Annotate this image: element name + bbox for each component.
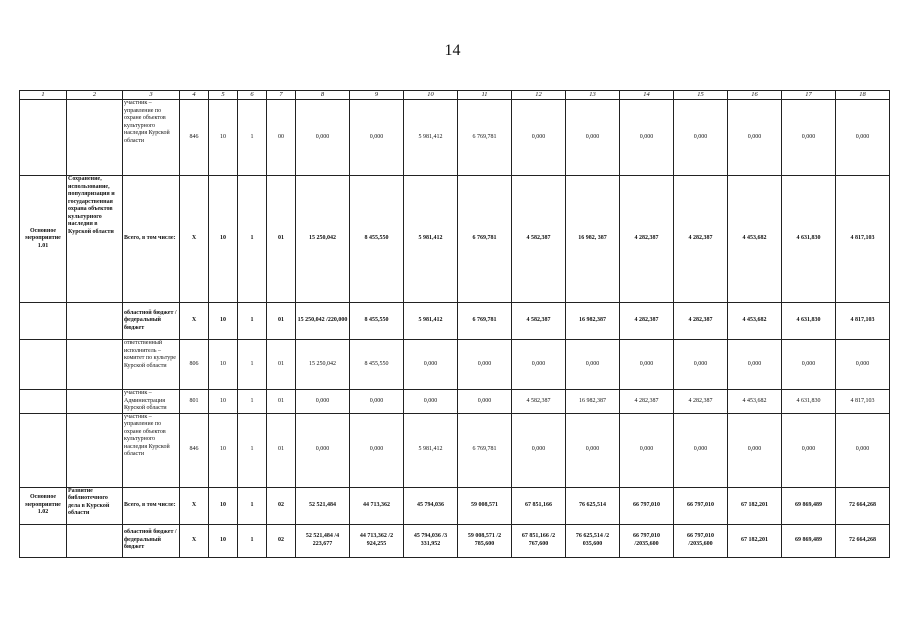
table-cell: 0,000 xyxy=(674,340,728,390)
budget-table xyxy=(19,90,890,558)
table-cell: 16 982,387 xyxy=(566,303,620,340)
table-cell: 69 869,489 xyxy=(782,487,836,524)
header-cell: 1 xyxy=(20,91,67,100)
header-cell: 14 xyxy=(620,91,674,100)
table-cell: 4 282,387 xyxy=(674,176,728,303)
table-cell: 59 008,571 /2 785,600 xyxy=(458,524,512,557)
header-cell: 16 xyxy=(728,91,782,100)
table-cell: 8 455,550 xyxy=(350,176,404,303)
header-cell: 4 xyxy=(180,91,209,100)
table-cell: 1 xyxy=(238,413,267,487)
table-cell: Х xyxy=(180,176,209,303)
table-cell: 0,000 xyxy=(566,413,620,487)
table-row xyxy=(20,303,890,340)
table-cell: 0,000 xyxy=(836,413,890,487)
table-cell: участник – управление по охране объектов культурного наследия Курской области xyxy=(123,100,180,176)
table-cell: областной бюджет /федеральный бюджет xyxy=(123,524,180,557)
table-cell: 4 282,387 xyxy=(620,390,674,414)
table-cell: 0,000 xyxy=(404,390,458,414)
table-cell: 4 631,830 xyxy=(782,303,836,340)
table-cell xyxy=(20,413,67,487)
table-cell xyxy=(67,340,123,390)
table-cell: 76 625,514 /2 035,600 xyxy=(566,524,620,557)
table-cell xyxy=(67,100,123,176)
table-cell: 1 xyxy=(238,487,267,524)
table-cell xyxy=(20,524,67,557)
table-cell xyxy=(67,413,123,487)
header-cell: 17 xyxy=(782,91,836,100)
table-cell: 4 282,387 xyxy=(674,390,728,414)
table-cell: 4 631,830 xyxy=(782,390,836,414)
table-cell: Основное мероприятие 1.02 xyxy=(20,487,67,524)
header-cell: 9 xyxy=(350,91,404,100)
table-cell: 0,000 xyxy=(350,413,404,487)
table-cell: 67 182,201 xyxy=(728,487,782,524)
table-cell: 44 713,362 /2 924,255 xyxy=(350,524,404,557)
table-cell: 45 794,036 xyxy=(404,487,458,524)
table-cell: 0,000 xyxy=(782,413,836,487)
header-cell: 5 xyxy=(209,91,238,100)
table-cell: 0,000 xyxy=(458,340,512,390)
table-cell: Всего, в том числе: xyxy=(123,487,180,524)
table-cell: 5 981,412 xyxy=(404,303,458,340)
table-cell: 4 453,682 xyxy=(728,390,782,414)
table-cell: 0,000 xyxy=(620,100,674,176)
table-cell: 0,000 xyxy=(458,390,512,414)
table-cell: 02 xyxy=(267,487,296,524)
table-cell: 10 xyxy=(209,100,238,176)
table-row xyxy=(20,487,890,524)
table-cell: 0,000 xyxy=(836,340,890,390)
table-cell: 6 769,781 xyxy=(458,413,512,487)
table-cell: 0,000 xyxy=(782,340,836,390)
table-cell: 4 817,103 xyxy=(836,176,890,303)
table-cell: 0,000 xyxy=(674,100,728,176)
header-cell: 18 xyxy=(836,91,890,100)
table-cell: 8 455,550 xyxy=(350,303,404,340)
table-cell: 01 xyxy=(267,390,296,414)
table-cell: 4 582,387 xyxy=(512,176,566,303)
table-cell: 0,000 xyxy=(620,340,674,390)
table-row xyxy=(20,413,890,487)
table-cell: 66 797,010 xyxy=(620,487,674,524)
table-cell: Основное мероприятие 1.01 xyxy=(20,176,67,303)
table-cell: 0,000 xyxy=(782,100,836,176)
table-cell xyxy=(20,100,67,176)
table-cell: 0,000 xyxy=(836,100,890,176)
table-cell: 15 250,042 xyxy=(296,340,350,390)
table-cell: 8 455,550 xyxy=(350,340,404,390)
table-cell: 4 817,103 xyxy=(836,303,890,340)
table-cell: 6 769,781 xyxy=(458,303,512,340)
table-cell: 10 xyxy=(209,340,238,390)
table-cell: 0,000 xyxy=(296,413,350,487)
table-cell: 10 xyxy=(209,390,238,414)
header-row xyxy=(20,91,890,100)
table-cell: 52 521,484 xyxy=(296,487,350,524)
table-cell: 76 625,514 xyxy=(566,487,620,524)
table-cell: 02 xyxy=(267,524,296,557)
table-cell: 15 250,042 xyxy=(296,176,350,303)
header-cell: 13 xyxy=(566,91,620,100)
table-cell: 4 282,387 xyxy=(674,303,728,340)
table-row xyxy=(20,100,890,176)
table-cell: 66 797,010 xyxy=(674,487,728,524)
table-cell xyxy=(67,524,123,557)
header-cell: 8 xyxy=(296,91,350,100)
table-cell: 67 851,166 xyxy=(512,487,566,524)
table-cell: областной бюджет /федеральный бюджет xyxy=(123,303,180,340)
table-cell: 1 xyxy=(238,303,267,340)
table-cell: Х xyxy=(180,487,209,524)
table-cell: 6 769,781 xyxy=(458,100,512,176)
table-cell: участник – управление по охране объектов культурного наследия Курской области xyxy=(123,413,180,487)
table-cell: 0,000 xyxy=(350,390,404,414)
table-cell: участник – Администрация Курской области xyxy=(123,390,180,414)
header-cell: 10 xyxy=(404,91,458,100)
table-cell: 0,000 xyxy=(512,413,566,487)
table-cell: 66 797,010 /2035,600 xyxy=(674,524,728,557)
table-cell: Всего, в том числе: xyxy=(123,176,180,303)
table-cell: 0,000 xyxy=(566,340,620,390)
table-cell: 846 xyxy=(180,413,209,487)
table-cell: 1 xyxy=(238,524,267,557)
table-cell: 44 713,362 xyxy=(350,487,404,524)
table-cell: 45 794,036 /3 331,952 xyxy=(404,524,458,557)
table-cell: 0,000 xyxy=(512,100,566,176)
table-cell: 0,000 xyxy=(728,413,782,487)
table-cell: 4 453,682 xyxy=(728,176,782,303)
table-row xyxy=(20,340,890,390)
header-cell: 2 xyxy=(67,91,123,100)
table-cell: 846 xyxy=(180,100,209,176)
table-cell: 66 797,010 /2035,600 xyxy=(620,524,674,557)
table-cell: 67 182,201 xyxy=(728,524,782,557)
table-cell: Сохранение, использование, популяризация и государственная охрана объектов культурного наследия в Курской области xyxy=(67,176,123,303)
table-row xyxy=(20,390,890,414)
table-cell: 1 xyxy=(238,340,267,390)
table-cell: 01 xyxy=(267,303,296,340)
table-cell: 10 xyxy=(209,487,238,524)
table-cell xyxy=(67,303,123,340)
table-cell: 10 xyxy=(209,413,238,487)
table-cell: 0,000 xyxy=(350,100,404,176)
table-cell: 0,000 xyxy=(620,413,674,487)
table-cell: 6 769,781 xyxy=(458,176,512,303)
table-cell: ответственный исполнитель – комитет по культуре Курской области xyxy=(123,340,180,390)
header-cell: 3 xyxy=(123,91,180,100)
table-cell: 01 xyxy=(267,340,296,390)
table-cell: 16 982,387 xyxy=(566,390,620,414)
table-cell: 806 xyxy=(180,340,209,390)
table-cell: 10 xyxy=(209,176,238,303)
page-number: 14 xyxy=(444,42,461,59)
table-cell: 801 xyxy=(180,390,209,414)
table-cell: 4 631,830 xyxy=(782,176,836,303)
table-row xyxy=(20,524,890,557)
table-cell: 10 xyxy=(209,303,238,340)
table-cell: 10 xyxy=(209,524,238,557)
table-cell: 4 582,387 xyxy=(512,390,566,414)
table-cell: 4 582,387 xyxy=(512,303,566,340)
table-cell: 1 xyxy=(238,100,267,176)
table-cell: 0,000 xyxy=(728,340,782,390)
header-cell: 6 xyxy=(238,91,267,100)
header-cell: 15 xyxy=(674,91,728,100)
table-cell: 69 869,489 xyxy=(782,524,836,557)
table-cell: 0,000 xyxy=(404,340,458,390)
table-cell: 0,000 xyxy=(296,390,350,414)
table-cell: 0,000 xyxy=(512,340,566,390)
table-cell: 72 664,268 xyxy=(836,524,890,557)
table-cell: 0,000 xyxy=(674,413,728,487)
table-cell: 4 817,103 xyxy=(836,390,890,414)
table-cell: 01 xyxy=(267,413,296,487)
table-cell: 1 xyxy=(238,390,267,414)
table-cell: Х xyxy=(180,524,209,557)
table-cell: 0,000 xyxy=(296,100,350,176)
table-cell: 0,000 xyxy=(728,100,782,176)
table-cell: Развитие библиотечного дела в Курской области xyxy=(67,487,123,524)
table-cell: 72 664,268 xyxy=(836,487,890,524)
table-cell: 59 008,571 xyxy=(458,487,512,524)
table-cell: 4 453,682 xyxy=(728,303,782,340)
table-cell: Х xyxy=(180,303,209,340)
table-cell: 4 282,387 xyxy=(620,176,674,303)
table-cell xyxy=(67,390,123,414)
header-cell: 11 xyxy=(458,91,512,100)
header-cell: 7 xyxy=(267,91,296,100)
table-cell xyxy=(20,303,67,340)
table-cell: 1 xyxy=(238,176,267,303)
table-cell: 52 521,484 /4 223,677 xyxy=(296,524,350,557)
table-cell: 4 282,387 xyxy=(620,303,674,340)
table-cell: 15 250,042 /220,000 xyxy=(296,303,350,340)
table-cell: 0,000 xyxy=(566,100,620,176)
table-cell: 00 xyxy=(267,100,296,176)
table-cell: 5 981,412 xyxy=(404,100,458,176)
table-cell xyxy=(20,340,67,390)
table-cell: 67 851,166 /2 767,600 xyxy=(512,524,566,557)
table-cell: 01 xyxy=(267,176,296,303)
table-cell: 5 981,412 xyxy=(404,176,458,303)
table-cell: 5 981,412 xyxy=(404,413,458,487)
table-row xyxy=(20,176,890,303)
header-cell: 12 xyxy=(512,91,566,100)
table-cell: 16 982, 387 xyxy=(566,176,620,303)
table-cell xyxy=(20,390,67,414)
